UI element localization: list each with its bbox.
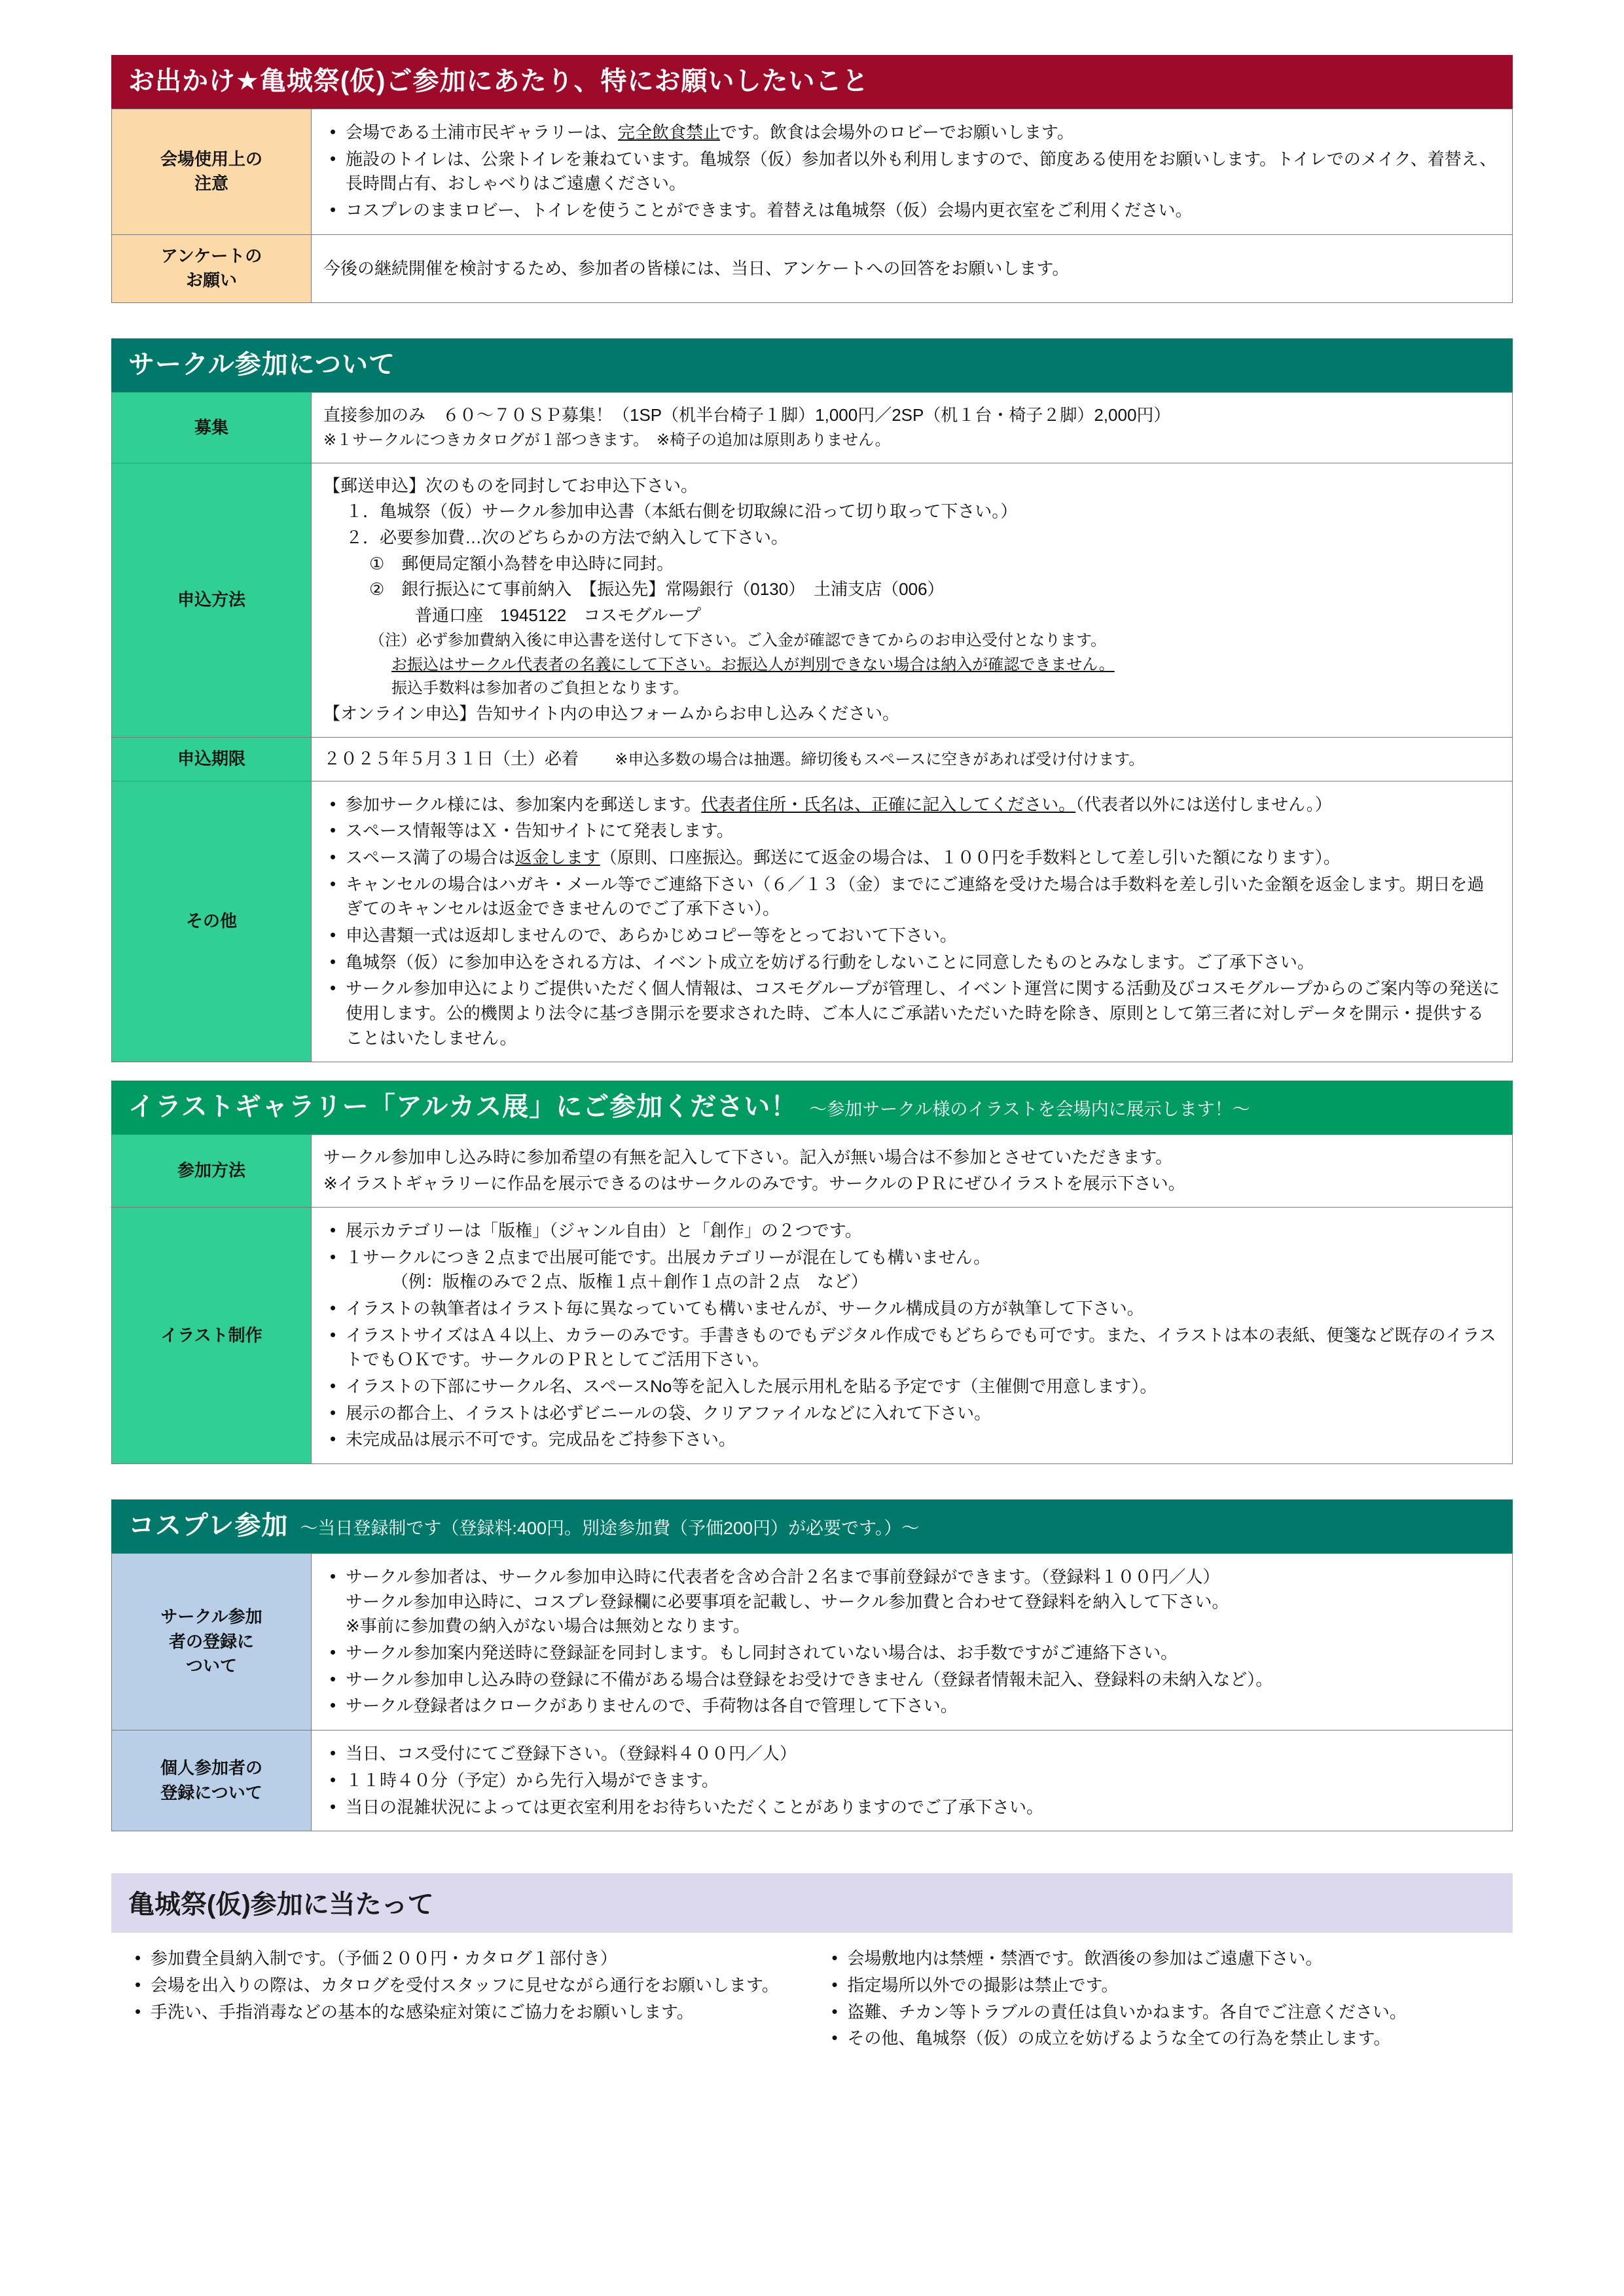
circle-reg-sub-2: ※事前に参加費の納入がない場合は無効となります。 [346,1616,750,1636]
spacer [111,1831,1513,1873]
list-item: • 未完成品は展示不可です。完成品をご持参下さい。 [323,1427,1500,1452]
list-item: • 盗難、チカン等トラブルの責任は負いかねます。各自でご注意ください。 [825,2000,1496,2025]
row-label-deadline: 申込期限 [112,737,312,781]
list-item [323,1565,1500,1639]
cosplay-header-sub: ～当日登録制です（登録料:400円。別途参加費（予価200円）が必要です。）～ [300,1518,920,1539]
table-row [112,1554,1513,1731]
table-row [112,1135,1513,1207]
list-item: • その他、亀城祭（仮）の成立を妨げるような全ての行為を禁止します。 [825,2026,1496,2051]
row-label-individual-registration: 個人参加者の 登録について [112,1731,312,1831]
deadline-note: ※申込多数の場合は抽選。締切後もスペースに空きがあれば受け付けます。 [615,750,1145,768]
list-item: • 指定場所以外での撮影は禁止です。 [825,1973,1496,1998]
other-body [312,781,1513,1062]
gallery-table [111,1134,1513,1464]
table-row [112,781,1513,1062]
list-item: • 当日、コス受付にてご登録下さい。（登録料４００円／人） [323,1742,1500,1767]
join-line-1: サークル参加申し込み時に参加希望の有無を記入して下さい。記入が無い場合は不参加とさせていただきます。 [323,1147,1173,1168]
venue-notes-body [312,109,1513,235]
apply-sub-2b: 普通口座 1945122 コスモグループ [415,605,702,626]
list-item: • 展示カテゴリーは「版権」（ジャンル自由）と「創作」の２つです。 [323,1219,1500,1244]
recruit-line-2: ※１サークルにつきカタログが１部つきます。 ※椅子の追加は原則ありません。 [323,431,891,449]
apply-sub-2: ② 銀行振込にて事前納入 【振込先】常陽銀行（0130） 土浦支店（006） [369,579,945,600]
apply-sub-1: ① 郵便局定額小為替を申込時に同封。 [369,553,674,573]
circle-reg-item-1: サークル参加者は、サークル参加申込時に代表者を含め合計２名まで事前登録ができます。（登録料１００円／人） [346,1567,1220,1587]
section-header-venue: お出かけ★亀城祭(仮)ご参加にあたり、特にお願いしたいこと [111,55,1513,109]
row-label-illust-production: イラスト制作 [112,1207,312,1463]
list-item: • 当日の混雑状況によっては更衣室利用をお待ちいただくことがありますのでご了承下さい。 [323,1795,1500,1820]
list-item: • イラストサイズはＡ４以上、カラーのみです。手書きものでもデジタル作成でもどちらでも可です。また、イラストは本の表紙、便箋など既存のイラストでもＯＫです。サークルのＰＲとしてご活用下さい。 [323,1323,1500,1372]
survey-body: 今後の継続開催を検討するため、参加者の皆様には、当日、アンケートへの回答をお願いします。 [312,234,1513,302]
table-row [112,234,1513,302]
join-line-2: ※イラストギャラリーに作品を展示できるのはサークルのみです。サークルのＰＲにぜひイラストを展示下さい。 [323,1174,1185,1194]
recruit-line-1: 直接参加のみ ６０～７０ＳＰ募集！（1SP（机半台椅子１脚）1,000円／2SP（机１台・椅子２脚）2,000円） [323,405,1171,425]
list-item: • キャンセルの場合はハガキ・メール等でご連絡下さい（６／１３（金）までにご連絡を受けた場合は手数料を差し引いた金額を返金します。期日を過ぎてのキャンセルは返金できませんのでご了承下さい）。 [323,872,1500,922]
footer-right-column [825,1945,1496,2053]
spacer [111,1464,1513,1499]
production-item-2-text: １サークルにつき２点まで出展可能です。出展カテゴリーが混在しても構いません。 [346,1247,991,1267]
footer-notes [111,1933,1513,2060]
table-row [112,737,1513,781]
list-item: • スペース情報等はＸ・告知サイトにて発表します。 [323,819,1500,844]
list-item: • コスプレのままロビー、トイレを使うことができます。着替えは亀城祭（仮）会場内更衣室をご利用ください。 [323,198,1500,223]
list-item: • 展示の都合上、イラストは必ずビニールの袋、クリアファイルなどに入れて下さい。 [323,1401,1500,1426]
circle-registration-body [312,1554,1513,1731]
deadline-date: ２０２５年５月３１日（土）必着 [323,748,579,768]
apply-item-2: ２．必要参加費…次のどちらかの方法で納入して下さい。 [346,527,789,547]
recruit-body [312,393,1513,463]
list-item: • 会場を出入りの際は、カタログを受付スタッフに見せながら通行をお願いします。 [128,1973,799,1998]
list-item: • サークル参加申し込み時の登録に不備がある場合は登録をお受けできません（登録者情報未記入、登録料の未納入など）。 [323,1668,1500,1693]
apply-item-1: １．亀城祭（仮）サークル参加申込書（本紙右側を切取線に沿って切り取って下さい。） [346,501,1018,522]
table-row [112,1731,1513,1831]
row-label-survey: アンケートの お願い [112,234,312,302]
list-item: • 亀城祭（仮）に参加申込をされる方は、イベント成立を妨げる行動をしないことに同意したものとみなします。ご了承下さい。 [323,950,1500,975]
gallery-header-text: イラストギャラリー「アルカス展」にご参加ください！ [128,1092,798,1122]
list-item: • 参加サークル様には、参加案内を郵送します。代表者住所・氏名は、正確に記入してください。（代表者以外には送付しません。） [323,793,1500,817]
row-label-join-method: 参加方法 [112,1135,312,1207]
list-item: • 施設のトイレは、公衆トイレを兼ねています。亀城祭（仮）参加者以外も利用しますので、節度ある使用をお願いします。トイレでのメイク、着替え、長時間占有、おしゃべりはご遠慮ください。 [323,147,1500,196]
table-row [112,1207,1513,1463]
table-row [112,393,1513,463]
footer-left-column [128,1945,799,2053]
row-label-venue-notes: 会場使用上の 注意 [112,109,312,235]
table-row [112,463,1513,737]
individual-registration-body [312,1731,1513,1831]
list-item: • スペース満了の場合は返金します（原則、口座振込。郵送にて返金の場合は、１００円を手数料として差し引いた額になります）。 [323,846,1500,870]
spacer [111,303,1513,338]
list-item: • 会場である土浦市民ギャラリーは、完全飲食禁止です。飲食は会場外のロビーでお願いします。 [323,120,1500,145]
apply-note-2: お振込はサークル代表者の名義にして下さい。お振込人が判別できない場合は納入が確認できません。 [391,655,1115,673]
illust-production-body [312,1207,1513,1463]
list-item: • サークル参加案内発送時に登録証を同封します。もし同封されていない場合は、お手数ですがご連絡下さい。 [323,1641,1500,1666]
apply-head: 【郵送申込】次のものを同封してお申込下さい。 [323,475,698,495]
join-method-body [312,1135,1513,1207]
list-item: • 会場敷地内は禁煙・禁酒です。飲酒後の参加はご遠慮下さい。 [825,1946,1496,1971]
section-header-cosplay [111,1499,1513,1553]
list-item: • 手洗い、手指消毒などの基本的な感染症対策にご協力をお願いします。 [128,2000,799,2025]
row-label-recruit: 募集 [112,393,312,463]
cosplay-header-text: コスプレ参加 [128,1511,289,1541]
row-label-circle-registration: サークル参加 者の登録に ついて [112,1554,312,1731]
circle-reg-sub-1: サークル参加申込時に、コスプレ登録欄に必要事項を記載し、サークル参加費と合わせて登録料を納入して下さい。 [346,1591,1229,1611]
list-item: • サークル登録者はクロークがありませんので、手荷物は各自で管理して下さい。 [323,1694,1500,1719]
row-label-other: その他 [112,781,312,1062]
list-item: • １１時４０分（予定）から先行入場ができます。 [323,1768,1500,1793]
apply-method-body [312,463,1513,737]
section-header-gallery [111,1081,1513,1134]
list-item: • イラストの下部にサークル名、スペースNo等を記入した展示用札を貼る予定です（主催側で用意します）。 [323,1374,1500,1399]
gallery-header-sub: ～参加サークル様のイラストを会場内に展示します！～ [809,1100,1250,1120]
list-item: • サークル参加申込によりご提供いただく個人情報は、コスモグループが管理し、イベント運営に関する活動及びコスモグループからのご案内等の発送に使用します。公的機関より法令に基づき開示を要求された時、ご本人にご承諾いただいた時を除き、原則として第三者に対しデータを開示・提供することはいたしません。 [323,977,1500,1050]
circle-table [111,392,1513,1062]
section-header-circle: サークル参加について [111,338,1513,392]
deadline-body [312,737,1513,781]
production-example: （例：版権のみで２点、版権１点＋創作１点の計２点 など） [391,1272,869,1292]
apply-online: 【オンライン申込】告知サイト内の申込フォームからお申し込みください。 [323,704,900,724]
list-item: • イラストの執筆者はイラスト毎に異なっていても構いませんが、サークル構成員の方が執筆して下さい。 [323,1297,1500,1321]
list-item [323,1246,1500,1295]
list-item: • 申込書類一式は返却しませんので、あらかじめコピー等をとっておいて下さい。 [323,924,1500,948]
row-label-apply-method: 申込方法 [112,463,312,737]
table-row [112,109,1513,235]
spacer [111,1062,1513,1081]
apply-note-1: （注）必ず参加費納入後に申込書を送付して下さい。ご入金が確認できてからのお申込受付となります。 [369,631,1107,649]
cosplay-table [111,1553,1513,1831]
apply-note-3: 振込手数料は参加者のご負担となります。 [391,679,689,698]
section-header-footer: 亀城祭(仮)参加に当たって [111,1873,1513,1933]
venue-table [111,109,1513,303]
list-item: • 参加費全員納入制です。（予価２００円・カタログ１部付き） [128,1946,799,1971]
